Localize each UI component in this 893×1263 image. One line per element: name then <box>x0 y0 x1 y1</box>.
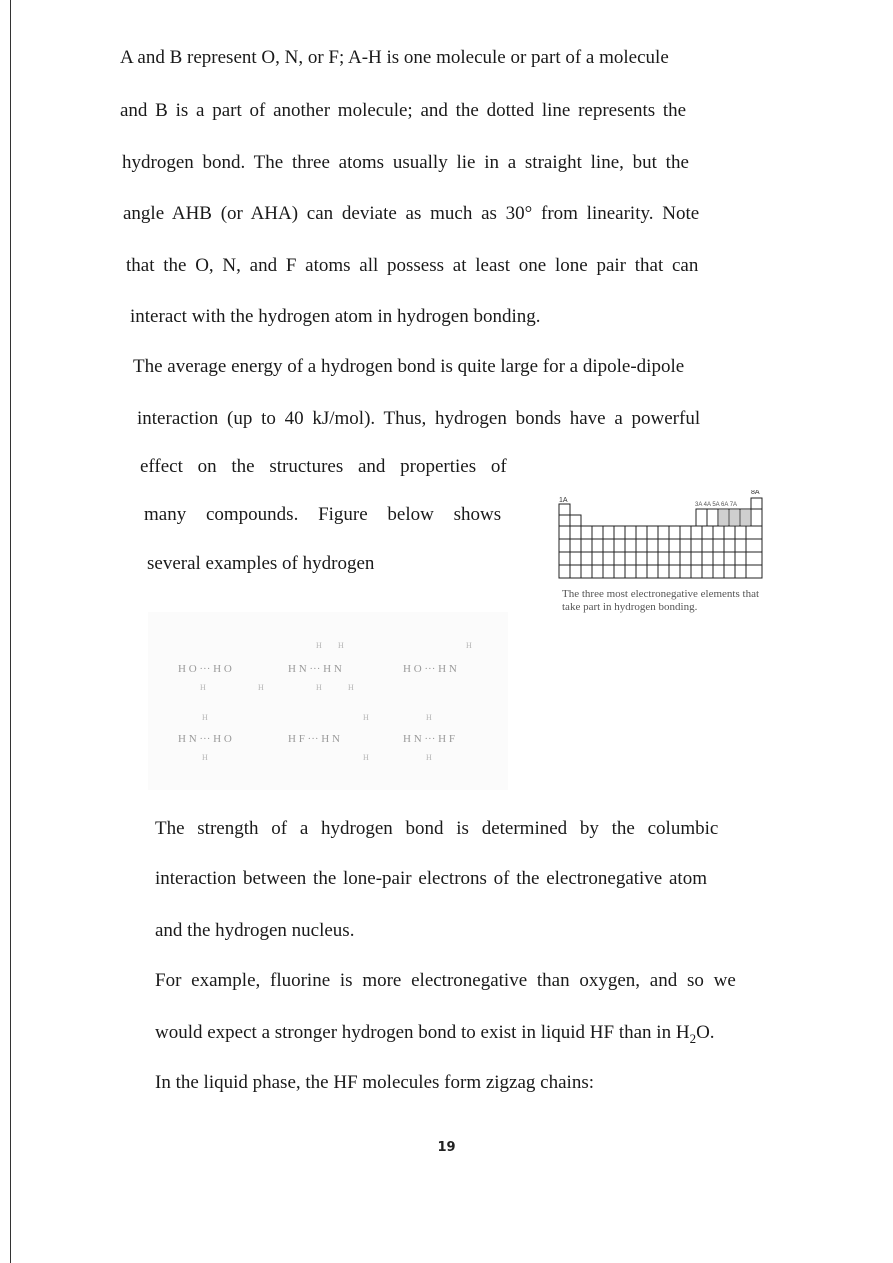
figure-caption: The three most electronegative elements that take part in hydrogen bonding. <box>562 588 760 613</box>
text-line: interact with the hydrogen atom in hydrogen bonding. <box>130 306 541 327</box>
group-8a-label: 8A <box>751 490 760 496</box>
text-line: and the hydrogen nucleus. <box>155 920 355 941</box>
text-line: The average energy of a hydrogen bond is quite large for a dipole-dipole <box>133 356 685 377</box>
svg-text:H: H <box>338 641 344 650</box>
svg-text:H: H <box>426 713 432 722</box>
svg-text:H: H <box>426 753 432 762</box>
text-line <box>155 1022 715 1050</box>
text-segment: O. <box>696 1022 715 1043</box>
highlight-n-o-f <box>719 510 728 525</box>
svg-text:H: H <box>316 683 322 692</box>
group-1a-label: 1A <box>559 497 568 504</box>
svg-text:H F ··· H N: H F ··· H N <box>288 733 340 745</box>
groups-right-label: 3A 4A 5A 6A 7A <box>695 502 738 508</box>
hydrogen-bond-examples-figure <box>148 612 508 790</box>
subscript: 2 <box>689 1030 697 1046</box>
text-line: several examples of hydrogen <box>147 553 375 574</box>
svg-text:H: H <box>202 713 208 722</box>
svg-text:H: H <box>316 641 322 650</box>
svg-text:H: H <box>202 753 208 762</box>
text-line: interaction between the lone-pair electrons of the electronegative atom <box>155 868 707 889</box>
svg-text:H N ··· H N: H N ··· H N <box>288 663 342 675</box>
svg-text:H O ··· H O: H O ··· H O <box>178 663 232 675</box>
svg-text:H: H <box>258 683 264 692</box>
page-number: 19 <box>437 1140 456 1155</box>
svg-text:H O ··· H N: H O ··· H N <box>403 663 457 675</box>
text-line: interaction (up to 40 kJ/mol). Thus, hydrogen bonds have a powerful <box>137 408 701 429</box>
text-line: For example, fluorine is more electronegative than oxygen, and so we <box>155 970 736 991</box>
page-border <box>10 0 11 1263</box>
svg-text:H: H <box>363 713 369 722</box>
text-line: many compounds. Figure below shows <box>144 504 502 525</box>
periodic-table-figure <box>555 490 770 585</box>
svg-text:H: H <box>200 683 206 692</box>
svg-text:H N ··· H O: H N ··· H O <box>178 733 232 745</box>
text-line: In the liquid phase, the HF molecules form zigzag chains: <box>155 1072 594 1093</box>
svg-text:H: H <box>363 753 369 762</box>
text-line: The strength of a hydrogen bond is determined by the columbic <box>155 818 719 839</box>
text-line: that the O, N, and F atoms all possess at least one lone pair that can <box>126 255 699 276</box>
text-line: A and B represent O, N, or F; A-H is one molecule or part of a molecule <box>120 47 669 68</box>
text-line: and B is a part of another molecule; and the dotted line represents the <box>120 100 687 121</box>
text-line: angle AHB (or AHA) can deviate as much as 30° from linearity. Note <box>123 203 700 224</box>
svg-text:H: H <box>348 683 354 692</box>
text-segment: would expect a stronger hydrogen bond to exist in liquid HF than in H <box>155 1022 690 1043</box>
svg-text:H N ··· H F: H N ··· H F <box>403 733 455 745</box>
svg-text:H: H <box>466 641 472 650</box>
text-line: effect on the structures and properties of <box>140 456 507 477</box>
text-line: hydrogen bond. The three atoms usually lie in a straight line, but the <box>122 152 689 173</box>
